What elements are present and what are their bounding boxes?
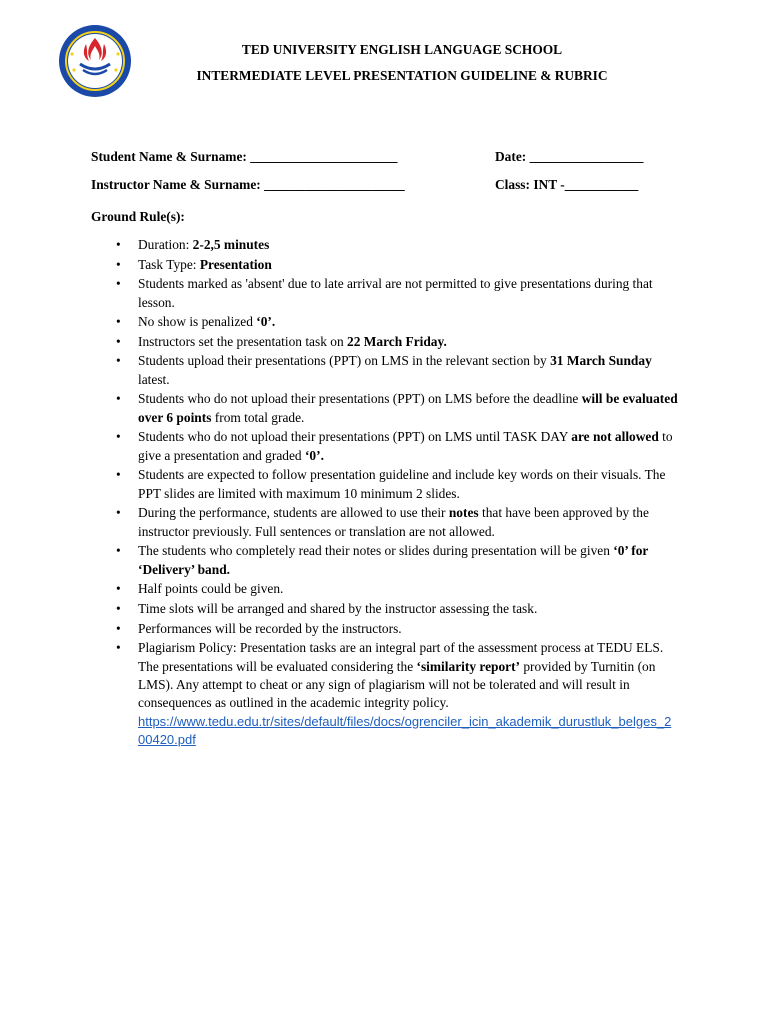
- document-subtitle: INTERMEDIATE LEVEL PRESENTATION GUIDELINE & RUBRIC: [196, 68, 608, 83]
- bullet-icon: •: [116, 429, 121, 445]
- date-field: Date: _________________: [495, 149, 644, 164]
- bullet-icon: •: [116, 237, 121, 252]
- bullet-icon: •: [116, 600, 121, 616]
- academic-integrity-link[interactable]: https://www.tedu.edu.tr/sites/default/files/docs/ogrenciler_icin_akademik_durustluk_belges_200420.pdf: [138, 713, 672, 748]
- bullet-icon: •: [116, 581, 121, 597]
- list-item: • Performances will be recorded by the instructors.: [116, 620, 678, 638]
- bullet-icon: •: [116, 256, 121, 272]
- list-item: • Students who do not upload their presentations (PPT) on LMS until TASK DAY are not allowed to give a presentation and graded ‘0’.: [116, 429, 673, 463]
- student-name-field: Student Name & Surname: ______________________: [91, 149, 398, 164]
- list-item: • Students are expected to follow presentation guideline and include key words on their visuals. The PPT slides are limited with maximum 10 minimum 2 slides.: [116, 467, 666, 501]
- list-item: • Students who do not upload their presentations (PPT) on LMS before the deadline will be evaluated over 6 points from total grade.: [116, 391, 678, 425]
- school-title: TED UNIVERSITY ENGLISH LANGUAGE SCHOOL: [241, 42, 563, 57]
- university-logo: [58, 24, 132, 98]
- list-item: • Students upload their presentations (PPT) on LMS in the relevant section by 31 March Sunday latest.: [116, 353, 652, 387]
- list-item: • Instructors set the presentation task on 22 March Friday.: [116, 333, 678, 351]
- bullet-icon: •: [116, 333, 121, 349]
- bullet-icon: •: [116, 640, 121, 656]
- bullet-icon: •: [116, 353, 121, 369]
- rules-list: [116, 236, 678, 751]
- class-field: Class: INT -___________: [495, 177, 639, 192]
- bullet-icon: •: [116, 543, 121, 559]
- bullet-icon: •: [116, 467, 121, 483]
- bullet-icon: •: [116, 391, 121, 407]
- tedu-seal-icon: [58, 24, 132, 98]
- list-item: • No show is penalized ‘0’.: [116, 313, 678, 331]
- list-item: • Time slots will be arranged and shared by the instructor assessing the task.: [116, 600, 678, 618]
- list-item: • The students who completely read their notes or slides during presentation will be given ‘0’ for ‘Delivery’ band.: [116, 543, 649, 577]
- ground-rules-heading: Ground Rule(s):: [91, 209, 185, 224]
- bullet-icon: •: [116, 620, 121, 636]
- list-item: • During the performance, students are allowed to use their notes that have been approved by the instructor previously. Full sentences or translation are not allowed.: [116, 505, 649, 539]
- list-item: • Task Type: Presentation: [116, 256, 678, 274]
- list-item: • Plagiarism Policy: Presentation tasks are an integral part of the assessment process at TEDU ELS. The presentations will be evaluated considering the ‘similarity report’ provided by Turnitin (on LMS). Any attempt to cheat or any sign of plagiarism will not be tolerated and will result in consequences as outlined in the academic integrity policy. https://www.tedu.edu.tr/sites/default/files/docs/ogrenciler_icin_akademik_durustluk_belges_200420.pdf: [116, 639, 678, 749]
- instructor-name-field: Instructor Name & Surname: _____________________: [91, 177, 405, 192]
- list-item: • Students marked as 'absent' due to late arrival are not permitted to give presentations during that lesson.: [116, 276, 653, 310]
- bullet-icon: •: [116, 276, 121, 292]
- bullet-icon: •: [116, 505, 121, 521]
- list-item: • Half points could be given.: [116, 580, 678, 598]
- list-item: • Duration: 2-2,5 minutes: [116, 236, 678, 254]
- bullet-icon: •: [116, 314, 121, 330]
